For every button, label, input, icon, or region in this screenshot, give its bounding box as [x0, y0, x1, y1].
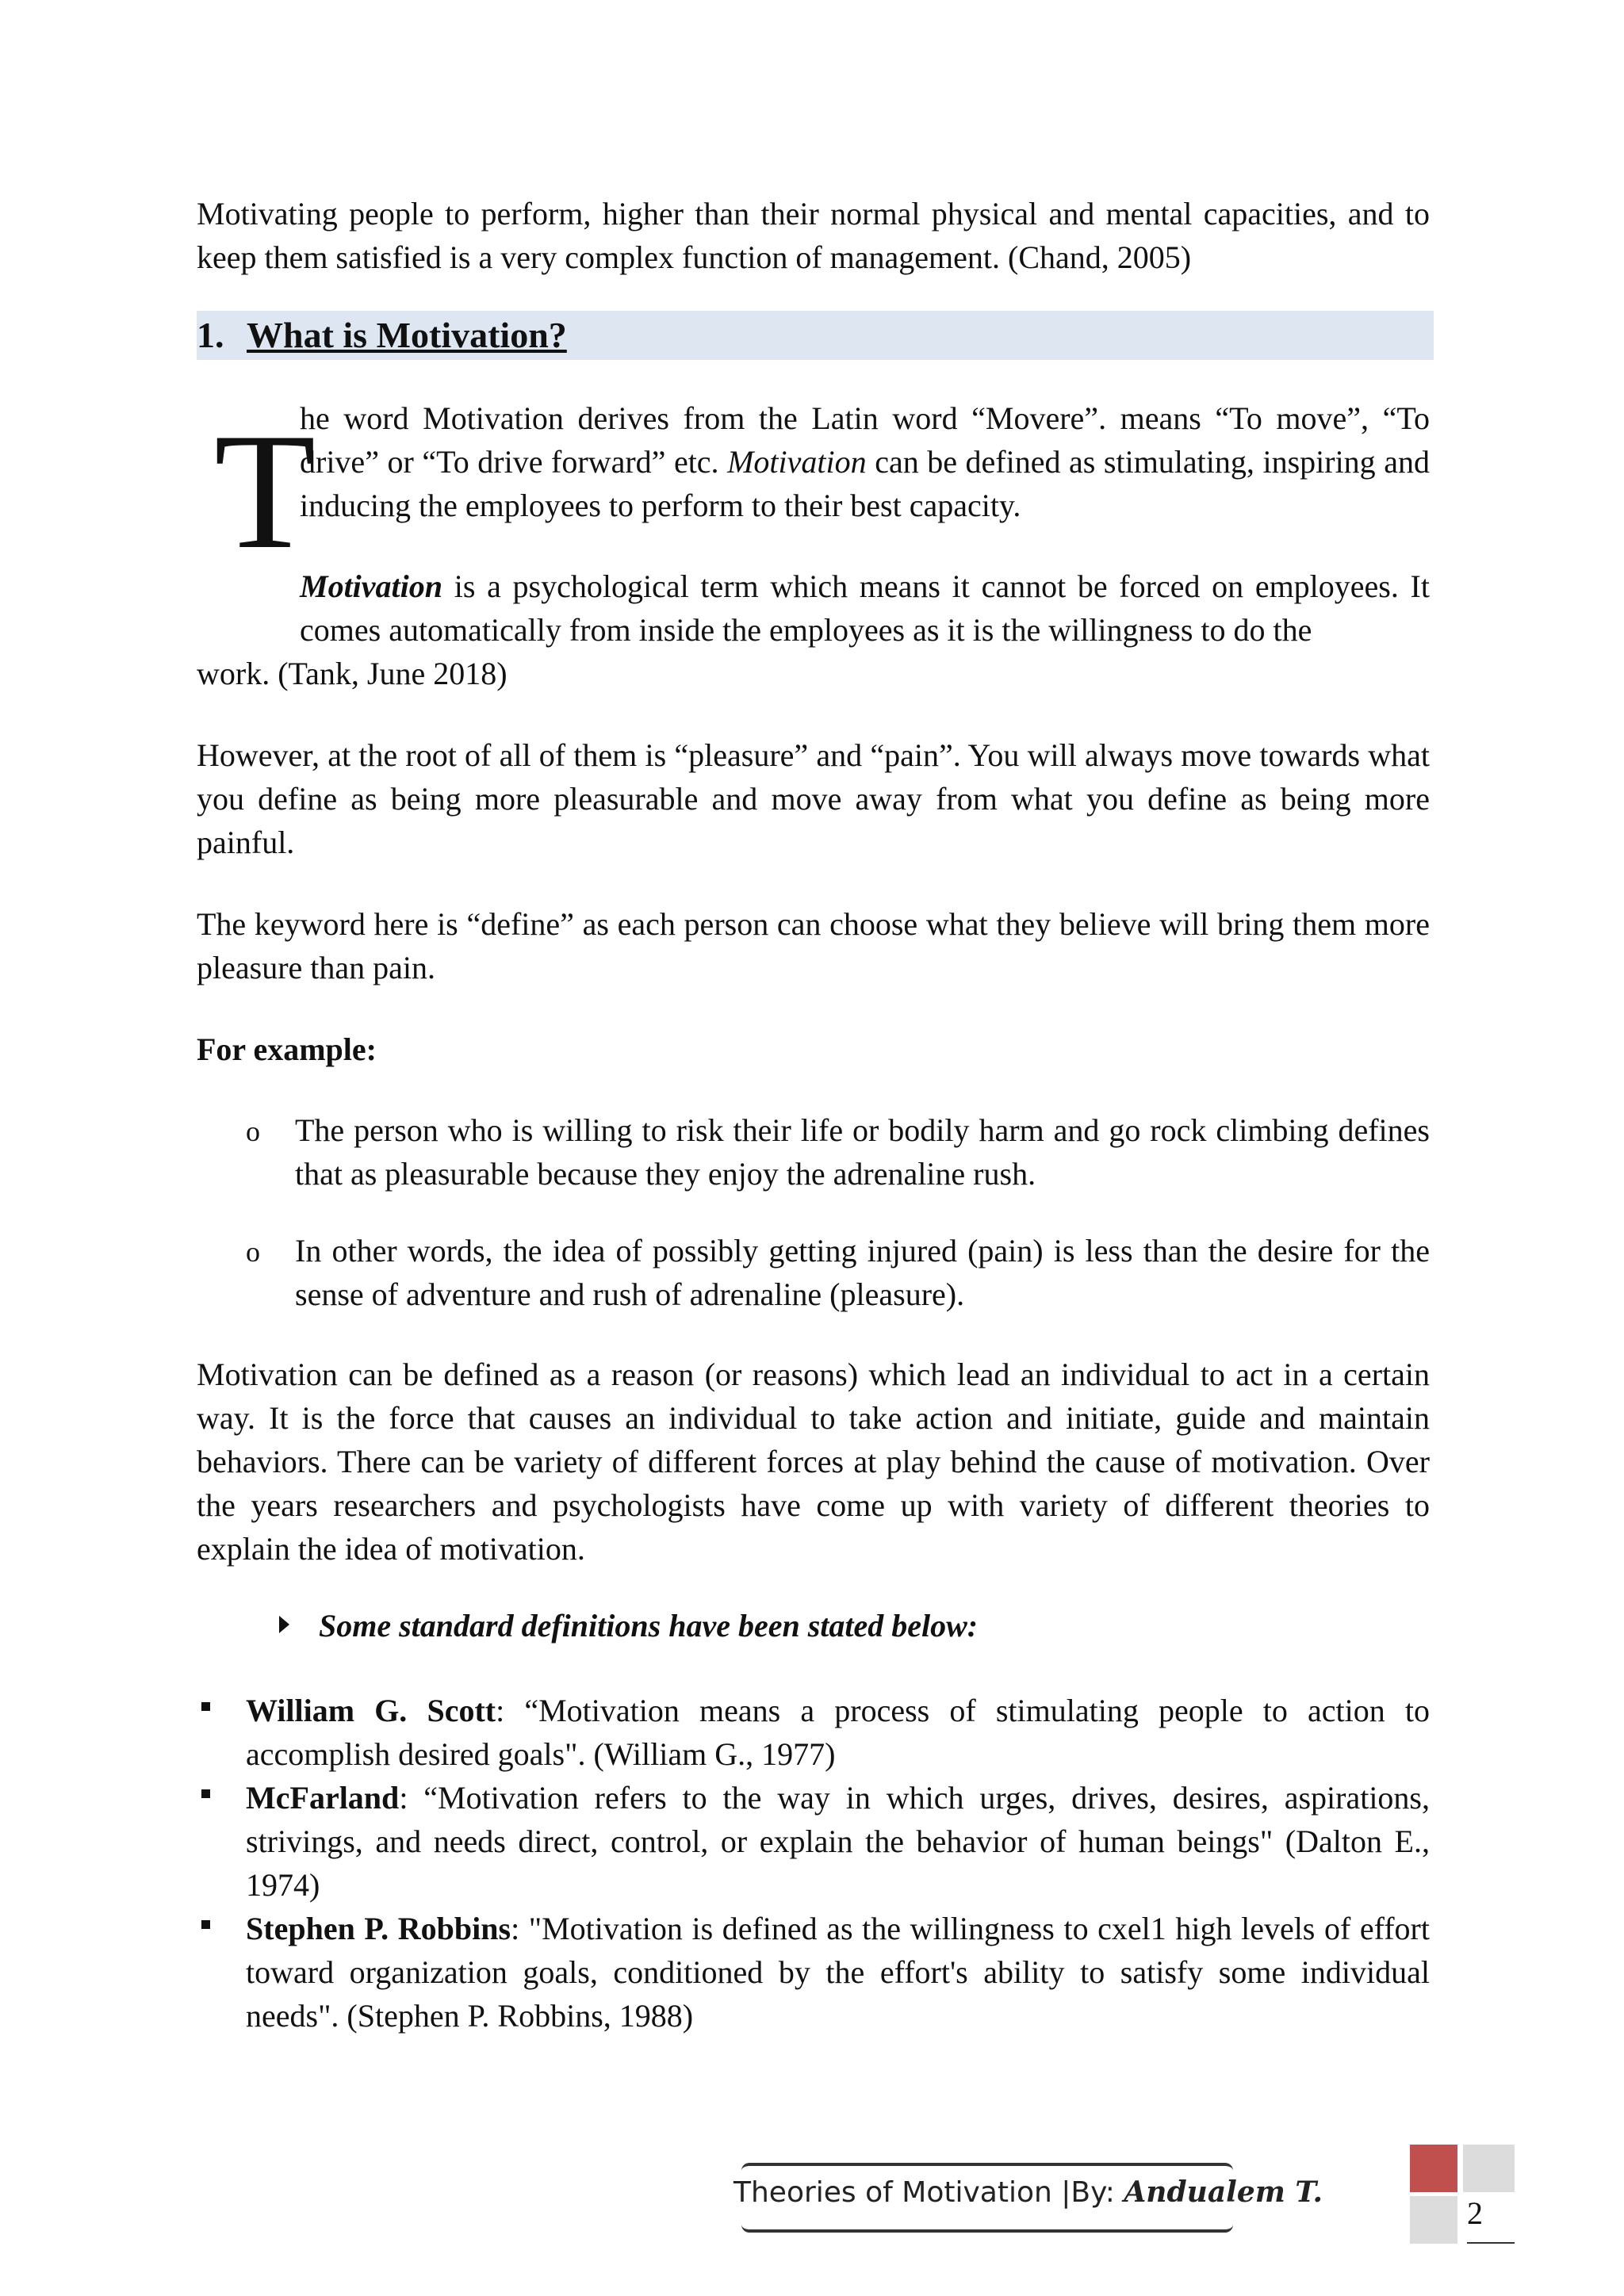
paragraph-2-text: is a psychological term which means it cannot be forced on employees. It comes automatically from inside the employees as it is the willingness to do the — [300, 568, 1430, 648]
page-number-underline — [1467, 2242, 1515, 2244]
definition-text: : “Motivation means a process of stimulating people to action to accomplish desired goals". (William G., 1977) — [246, 1693, 1430, 1772]
paragraph-1-emphasis: Motivation — [727, 444, 867, 480]
footer-author: Andualem T. — [1124, 2175, 1323, 2209]
definition-item — [246, 1689, 1430, 1776]
definitions-intro — [319, 1604, 1429, 1647]
decorative-red-square — [1410, 2145, 1457, 2192]
paragraph-2-citation: work. (Tank, June 2018) — [197, 656, 508, 691]
heading-number: 1. — [197, 315, 224, 355]
definition-item — [246, 1776, 1430, 1907]
list-item-text: The person who is willing to risk their life or bodily harm and go rock climbing defines that as pleasurable because they enjoy the adrenaline rush. — [295, 1112, 1430, 1192]
example-label — [197, 1027, 1430, 1071]
intro-paragraph — [197, 192, 1430, 279]
page-number: 2 — [1467, 2195, 1483, 2231]
footer-title: Theories of Motivation — [733, 2176, 1052, 2209]
square-bullet-icon — [201, 1920, 210, 1929]
paragraph-1 — [300, 396, 1430, 527]
decorative-gray-square — [1463, 2145, 1515, 2192]
section-heading — [197, 311, 1434, 360]
intro-text: Motivating people to perform, higher than their normal physical and mental capacities, and to keep them satisfied is a very complex function of management. (Chand, 2005) — [197, 196, 1430, 275]
square-bullet-icon — [201, 1789, 210, 1798]
definition-text: : "Motivation is defined as the willingness to cxel1 high levels of effort toward organization goals, conditioned by the effort's ability to satisfy some individual needs". (Stephen P. Robbins, 1988) — [246, 1911, 1430, 2034]
paragraph-1-text-b: can be defined as stimulating, inspiring and inducing the employees to perform to their best capacity. — [300, 444, 1430, 523]
definition-author: William G. Scott — [246, 1693, 496, 1728]
paragraph-4-text: The keyword here is “define” as each person can choose what they believe will bring them more pleasure than pain. — [197, 906, 1430, 985]
paragraph-3-text: However, at the root of all of them is “pleasure” and “pain”. You will always move towards what you define as being more pleasurable and move away from what you define as being more painful. — [197, 737, 1430, 860]
definition-item — [246, 1907, 1430, 2038]
paragraph-2-emphasis: Motivation — [300, 568, 443, 604]
drop-cap: T — [214, 400, 316, 584]
definition-author: Stephen P. Robbins — [246, 1911, 511, 1946]
square-bullet-icon — [201, 1702, 210, 1711]
paragraph-3 — [197, 733, 1430, 864]
list-item-text: In other words, the idea of possibly getting injured (pain) is less than the desire for the sense of adventure and rush of adrenaline (pleasure). — [295, 1233, 1430, 1312]
example-label-text: For example: — [197, 1031, 377, 1067]
paragraph-5 — [197, 1353, 1430, 1571]
list-item — [295, 1108, 1430, 1196]
decorative-gray-square — [1410, 2196, 1457, 2244]
arrow-bullet-icon — [279, 1616, 289, 1633]
footer-label — [733, 2175, 1323, 2209]
definition-text: : “Motivation refers to the way in which urges, drives, desires, aspirations, strivings, and needs direct, control, or explain the behavior of human beings" (Dalton E., 1974) — [246, 1780, 1430, 1903]
paragraph-2-tail — [197, 652, 1430, 695]
list-marker: o — [246, 1115, 260, 1147]
list-item — [295, 1229, 1430, 1316]
paragraph-2 — [300, 564, 1430, 652]
definition-author: McFarland — [246, 1780, 400, 1816]
definitions-intro-text: Some standard definitions have been stated below: — [319, 1608, 979, 1644]
paragraph-1-text-a: he word Motivation derives from the Latin word “Movere”. means “To move”, “To drive” or “To drive forward” etc. — [300, 400, 1430, 480]
list-marker: o — [246, 1236, 260, 1268]
footer-separator: | — [1061, 2176, 1071, 2209]
paragraph-5-text: Motivation can be defined as a reason (or reasons) which lead an individual to act in a certain way. It is the force that causes an individual to take action and initiate, guide and maintain behaviors. There can be variety of different forces at play behind the cause of motivation. Over the years researchers and psychologists have come up with variety of different theories to explain the idea of motivation. — [197, 1357, 1430, 1567]
footer-by: By: — [1071, 2176, 1115, 2209]
paragraph-4 — [197, 902, 1430, 989]
heading-title: What is Motivation? — [247, 315, 567, 355]
